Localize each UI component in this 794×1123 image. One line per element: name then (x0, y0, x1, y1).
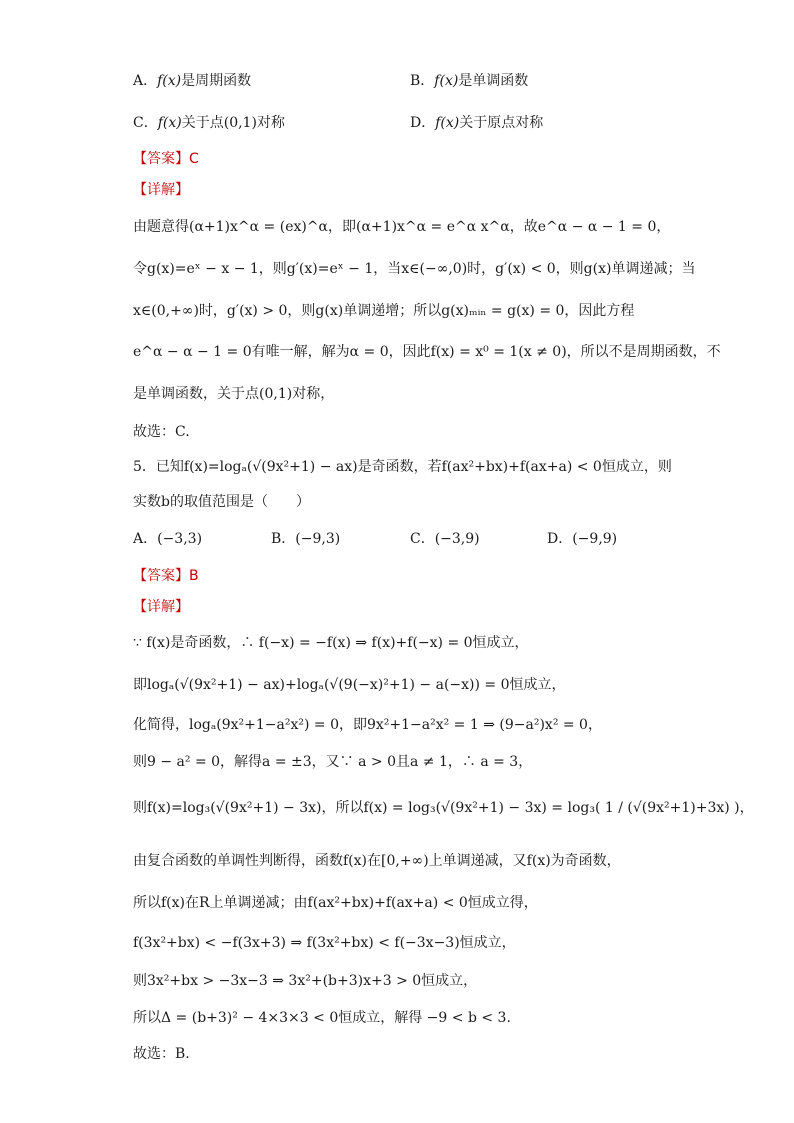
q5-option-c: C．(−3,9) (410, 531, 480, 547)
q4-option-a: A．f(x)是周期函数 (133, 73, 252, 89)
q5-detail-line-7: 所以f(x)在R上单调递减；由f(ax²+bx)+f(ax+a) < 0恒成立得， (133, 895, 538, 911)
q5-detail-line-6: 由复合函数的单调性判断得，函数f(x)在[0,+∞)上单调递减，又f(x)为奇函数， (133, 853, 621, 869)
q5-detail-line-4: 则9 − a² = 0，解得a = ±3，又∵ a > 0且a ≠ 1，∴ a = 3， (133, 754, 533, 770)
q4-option-d: D．f(x)关于原点对称 (410, 115, 544, 131)
q5-option-a: A．(−3,3) (133, 531, 203, 547)
q4-detail-line-4: e^α − α − 1 = 0有唯一解，解为α = 0，因此f(x) = x⁰ = 1(x ≠ 0)，所以不是周期函数，不 (133, 344, 721, 360)
q4-answer: 【答案】C (133, 151, 199, 167)
q5-detail-line-2: 即logₐ(√(9x²+1) − ax)+logₐ(√(9(−x)²+1) − a(−x)) = 0恒成立， (133, 677, 566, 693)
q4-option-c: C．f(x)关于点(0,1)对称 (133, 115, 285, 131)
q4-option-b: B．f(x)是单调函数 (410, 73, 529, 89)
q5-option-b: B．(−9,3) (271, 531, 341, 547)
q5-detail-line-1: ∵ f(x)是奇函数，∴ f(−x) = −f(x) ⇒ f(x)+f(−x) = 0恒成立， (133, 635, 529, 651)
q5-stem-line-2: 实数b的取值范围是（ ） (133, 494, 310, 510)
q5-option-d: D．(−9,9) (547, 531, 618, 547)
q5-detail-line-9: 则3x²+bx > −3x−3 ⇒ 3x²+(b+3)x+3 > 0恒成立， (133, 973, 478, 989)
q4-detail-label: 【详解】 (133, 182, 189, 198)
q4-detail-line-3: x∈(0,+∞)时，g′(x) > 0，则g(x)单调递增；所以g(x)ₘᵢₙ = g(x) = 0，因此方程 (133, 303, 635, 319)
q4-detail-line-5: 是单调函数，关于点(0,1)对称， (133, 386, 335, 402)
q5-stem-line-1: 5．已知f(x)=logₐ(√(9x²+1) − ax)是奇函数，若f(ax²+bx)+f(ax+a) < 0恒成立，则 (133, 459, 672, 475)
q5-answer: 【答案】B (133, 568, 199, 584)
q4-detail-line-2: 令g(x)=eˣ − x − 1，则g′(x)=eˣ − 1，当x∈(−∞,0)时，g′(x) < 0，则g(x)单调递减；当 (133, 261, 696, 277)
q5-detail-label: 【详解】 (133, 599, 189, 615)
q5-detail-line-10: 所以Δ = (b+3)² − 4×3×3 < 0恒成立，解得 −9 < b < 3. (133, 1010, 511, 1026)
q5-detail-line-3: 化简得，logₐ(9x²+1−a²x²) = 0，即9x²+1−a²x² = 1 ⇒ (9−a²)x² = 0， (133, 717, 602, 733)
q5-detail-line-8: f(3x²+bx) < −f(3x+3) ⇒ f(3x²+bx) < f(−3x−3)恒成立， (133, 935, 516, 951)
q4-detail-line-1: 由题意得(α+1)x^α = (ex)^α，即(α+1)x^α = e^α x^α，故e^α − α − 1 = 0， (133, 219, 671, 235)
q4-conclusion: 故选：C. (133, 424, 190, 440)
q5-conclusion: 故选：B. (133, 1046, 190, 1062)
q5-detail-line-5: 则f(x)=log₃(√(9x²+1) − 3x)，所以f(x) = log₃(√(9x²+1) − 3x) = log₃( 1 / (√(9x²+1)+3x) )， (133, 800, 754, 816)
